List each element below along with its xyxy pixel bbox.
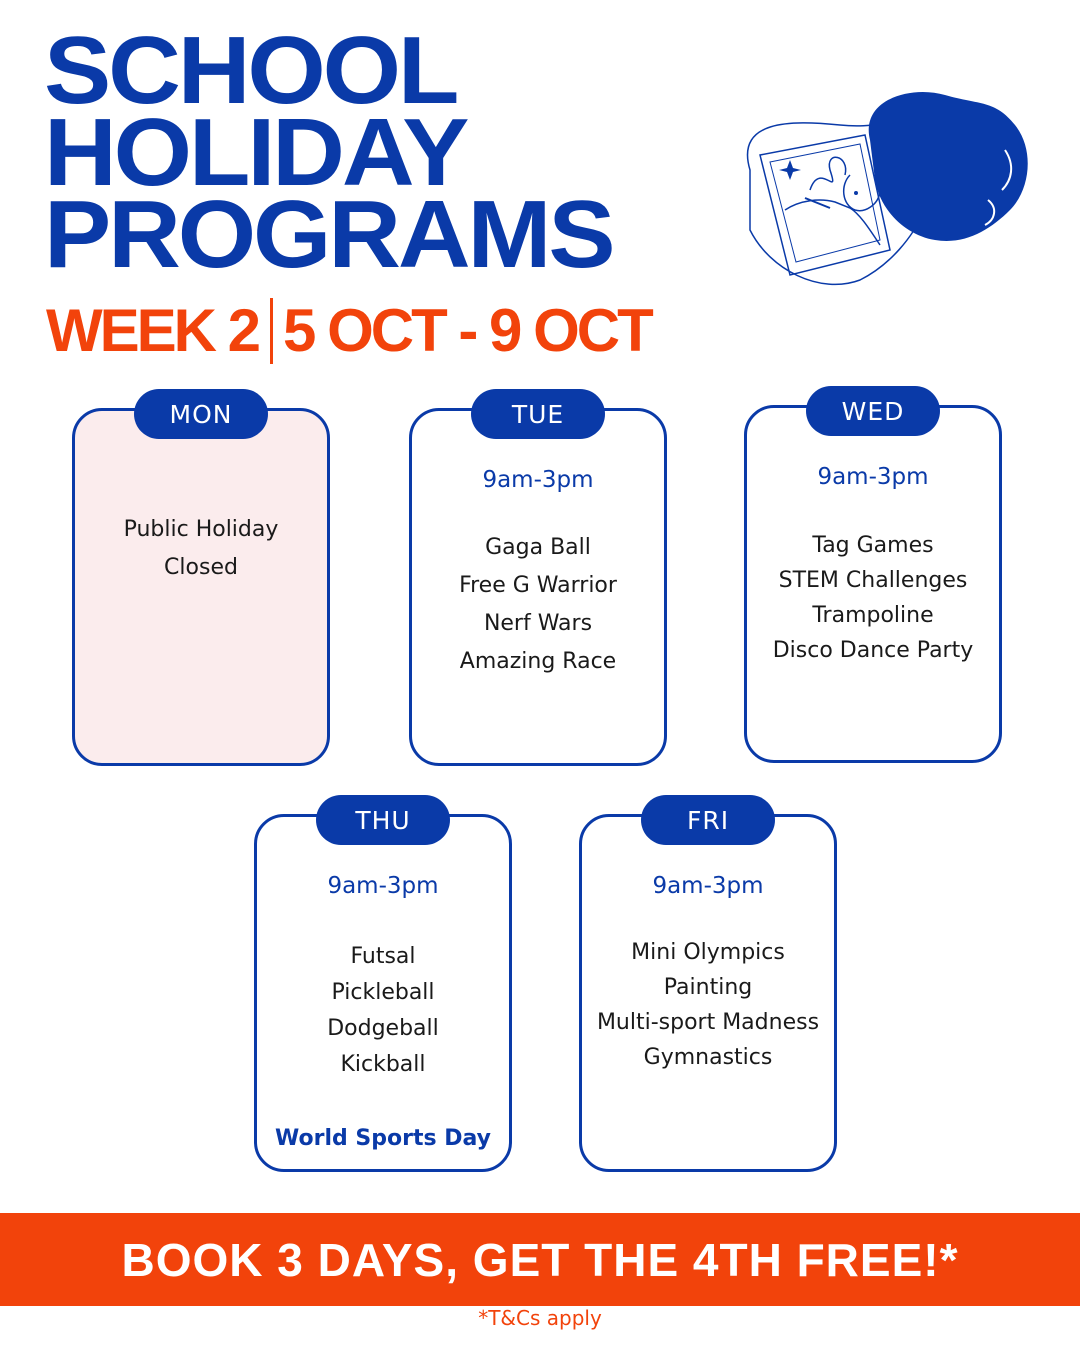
activity-item: Amazing Race <box>459 649 617 674</box>
day-card-fri <box>579 805 837 1172</box>
day-card-mon <box>72 399 330 766</box>
activity-list <box>75 511 327 587</box>
activity-item: Closed <box>164 555 238 580</box>
activity-item: Futsal <box>350 944 416 969</box>
day-label: MON <box>134 389 268 439</box>
activity-item: Pickleball <box>331 980 435 1005</box>
activity-item: Dodgeball <box>327 1016 439 1041</box>
date-range: 5 OCT - 9 OCT <box>283 297 651 364</box>
promo-text: BOOK 3 DAYS, GET THE 4TH FREE!* <box>121 1233 959 1286</box>
activity-list <box>582 935 834 1075</box>
activity-item: Multi-sport Madness <box>596 1010 820 1035</box>
day-label: WED <box>806 386 940 436</box>
time-range: 9am-3pm <box>482 467 594 493</box>
time-range: 9am-3pm <box>652 873 764 899</box>
activity-item: Free G Warrior <box>459 573 617 598</box>
activity-item: Disco Dance Party <box>772 638 974 663</box>
activity-item: Gaga Ball <box>485 535 591 560</box>
child-drawing-illustration <box>730 80 1040 290</box>
activity-item: Mini Olympics <box>631 940 785 965</box>
activity-item: Trampoline <box>812 603 934 628</box>
activity-item: Kickball <box>340 1052 426 1077</box>
activity-item: Gymnastics <box>643 1045 773 1070</box>
divider <box>270 298 273 364</box>
day-card-tue <box>409 399 667 766</box>
day-card-thu <box>254 805 512 1172</box>
activity-list <box>747 528 999 668</box>
day-label: THU <box>316 795 450 845</box>
activity-item: Nerf Wars <box>483 611 593 636</box>
special-note: World Sports Day <box>275 1126 491 1151</box>
activity-item: Painting <box>663 975 753 1000</box>
day-label: TUE <box>471 389 605 439</box>
activity-item: Public Holiday <box>123 517 279 542</box>
day-label: FRI <box>641 795 775 845</box>
week-banner <box>46 296 651 366</box>
title-line: SCHOOL <box>44 17 457 124</box>
day-card-wed <box>744 396 1002 763</box>
terms-note: *T&Cs apply <box>478 1306 602 1330</box>
activity-item: STEM Challenges <box>778 568 968 593</box>
time-range: 9am-3pm <box>327 873 439 899</box>
activity-item: Tag Games <box>812 533 934 558</box>
week-label: WEEK 2 <box>46 297 259 364</box>
title-line: PROGRAMS <box>44 181 613 288</box>
page-title <box>44 17 613 288</box>
activity-list <box>257 939 509 1083</box>
activity-list <box>412 529 664 681</box>
time-range: 9am-3pm <box>817 464 929 490</box>
title-line: HOLIDAY <box>44 99 467 206</box>
promo-banner <box>0 1213 1080 1306</box>
